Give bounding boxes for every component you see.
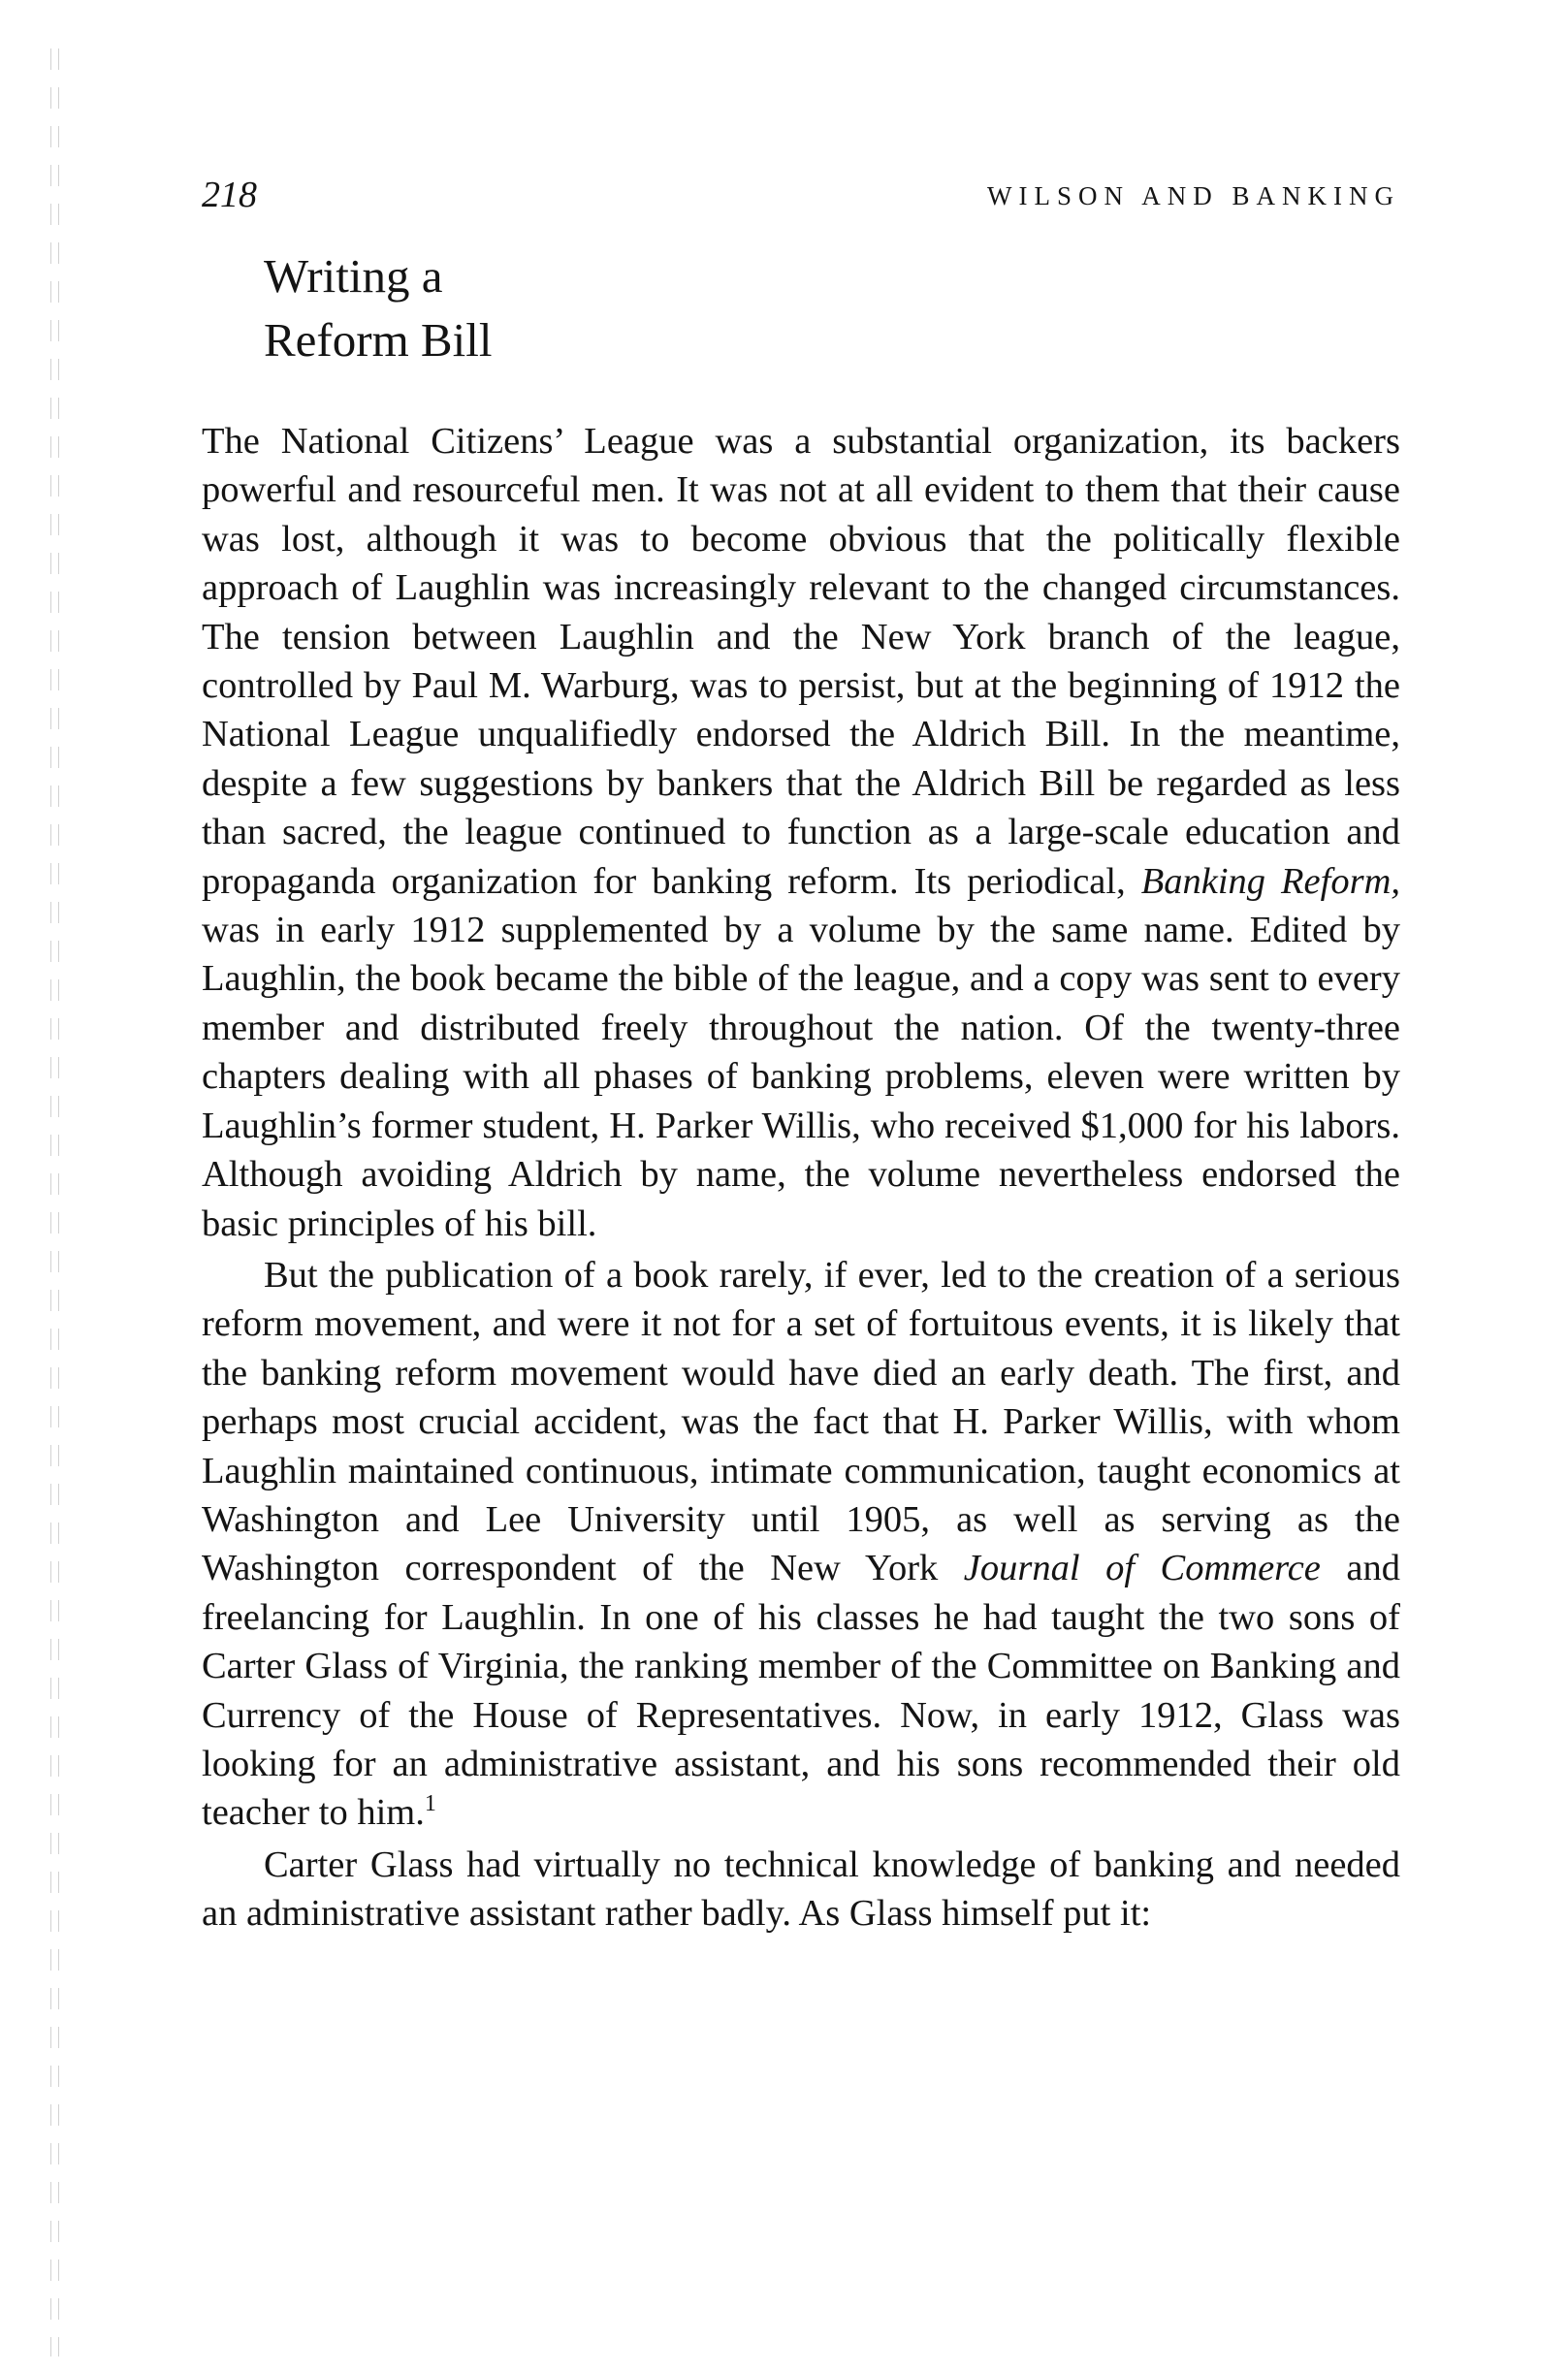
footnote-reference: 1 xyxy=(424,1791,436,1817)
scan-edge-artifact xyxy=(50,48,68,2356)
paragraph-3 xyxy=(202,1841,1400,1939)
paragraph-1-text-a: The National Citizens’ League was a substantial organization, its backers powerful and resourceful men. It was not at all evident to them that their cause was lost, although it was to become obvious that the politically flexible approach of Laughlin was increasingly relevant to the changed circumstances. The tension between Laughlin and the New York branch of the league, controlled by Paul M. Warburg, was to persist, but at the beginning of 1912 the National League unqualifiedly endorsed the Aldrich Bill. In the meantime, despite a few suggestions by bankers that the Aldrich Bill be regarded as less than sacred, the league continued to function as a large-scale education and propaganda organization for banking reform. Its periodical, xyxy=(202,421,1400,902)
paragraph-2 xyxy=(202,1251,1400,1838)
paragraph-1 xyxy=(202,417,1400,1248)
body-text xyxy=(202,417,1400,1939)
page-number: 218 xyxy=(202,175,257,215)
paragraph-2-text-b: and freelancing for Laughlin. In one of his classes he had taught the two sons of Carter Glass of Virginia, the ranking member of the Committee on Banking and Currency of the House of Representatives. Now, in early 1912, Glass was looking for an administrative assistant, and his sons recommended their old teacher to him. xyxy=(202,1548,1401,1834)
paragraph-1-text-b: was in early 1912 supplemented by a volume by the same name. Edited by Laughlin, the book became the bible of the league, and a copy was sent to every member and distributed freely throughout the nation. Of the twenty-three chapters dealing with all phases of banking problems, eleven were written by Laughlin’s former student, H. Parker Willis, who received $1,000 for his labors. Although avoiding Aldrich by name, the volume nevertheless endorsed the basic principles of his bill. xyxy=(202,910,1400,1244)
paragraph-1-italic-title: Banking Reform, xyxy=(1140,860,1401,902)
running-head: WILSON AND BANKING xyxy=(987,181,1400,210)
page-header xyxy=(202,171,1400,229)
paragraph-2-italic-title: Journal of Commerce xyxy=(963,1548,1321,1589)
paragraph-3-text: Carter Glass had virtually no technical knowledge of banking and needed an administrative assistant rather badly. As Glass himself put it: xyxy=(202,1843,1400,1935)
section-title-line-2: Reform Bill xyxy=(264,313,493,367)
paragraph-2-text-a: But the publication of a book rarely, if ever, led to the creation of a serious reform movement, and were it not for a set of fortuitous events, it is likely that the banking reform movement would have died an early death. The first, and perhaps most crucial accident, was the fact that H. Parker Willis, with whom Laughlin maintained continuous, intimate communication, taught economics at Washington and Lee University until 1905, as well as serving as the Washington correspondent of the New York xyxy=(202,1254,1400,1589)
section-title-line-1: Writing a xyxy=(264,249,443,303)
section-title xyxy=(264,244,943,372)
